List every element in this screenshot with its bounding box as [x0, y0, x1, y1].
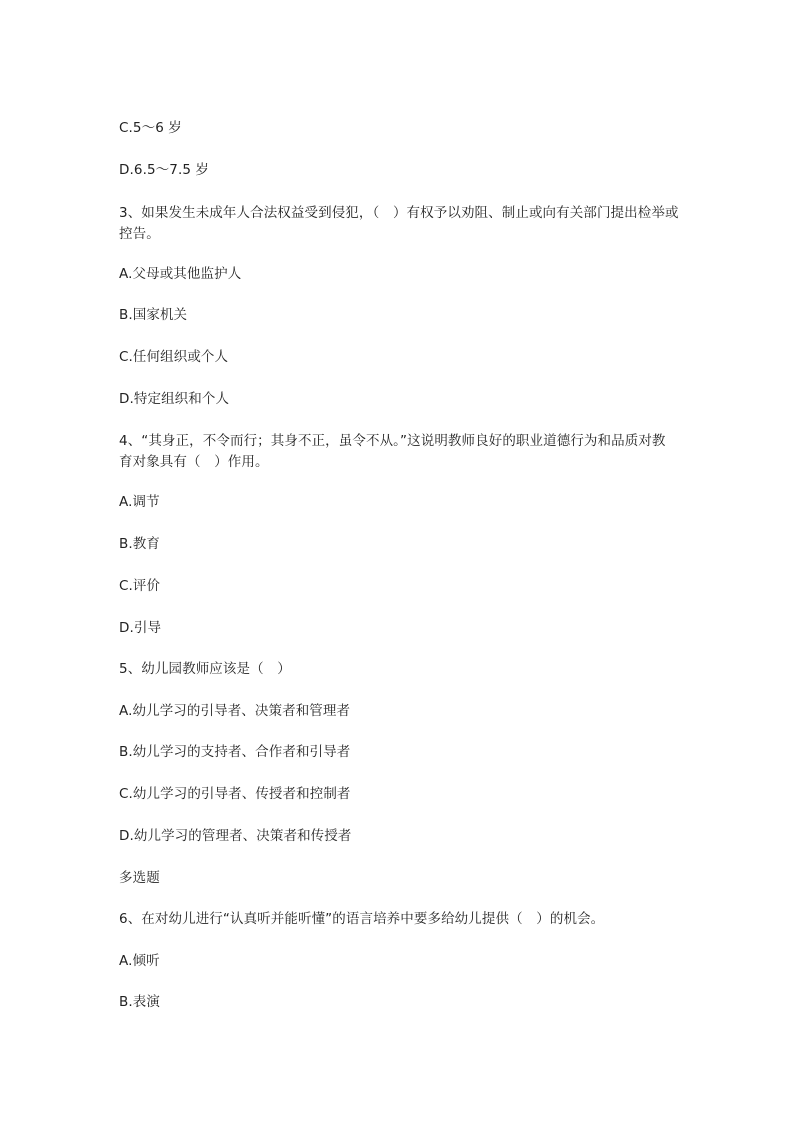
question-5-option-d: D.幼儿学习的管理者、决策者和传授者 [119, 828, 352, 844]
option-c-age: C.5～6 岁 [119, 120, 182, 136]
question-3-option-c: C.任何组织或个人 [119, 349, 229, 365]
question-5-option-c: C.幼儿学习的引导者、传授者和控制者 [119, 786, 351, 802]
question-3-option-a: A.父母或其他监护人 [119, 266, 242, 282]
question-4-option-a: A.调节 [119, 494, 160, 510]
question-3-option-b: B.国家机关 [119, 307, 188, 323]
question-4-option-c: C.评价 [119, 578, 161, 594]
question-3: 3、如果发生未成年人合法权益受到侵犯，（ ）有权予以劝阻、制止或向有关部门提出检举或控告。 [119, 205, 679, 242]
question-3-option-d: D.特定组织和个人 [119, 391, 230, 407]
question-4: 4、“其身正，不令而行；其身不正，虽令不从。”这说明教师良好的职业道德行为和品质对教育对象具有（ ）作用。 [119, 433, 666, 470]
question-6-option-b: B.表演 [119, 994, 160, 1010]
question-6-option-a: A.倾听 [119, 953, 160, 969]
question-4-option-b: B.教育 [119, 536, 160, 552]
question-5-option-a: A.幼儿学习的引导者、决策者和管理者 [119, 703, 351, 719]
question-5-option-b: B.幼儿学习的支持者、合作者和引导者 [119, 744, 351, 760]
section-heading-multiple-choice: 多选题 [119, 870, 160, 886]
option-d-age: D.6.5～7.5 岁 [119, 162, 210, 178]
question-4-option-d: D.引导 [119, 620, 162, 636]
question-6: 6、在对幼儿进行“认真听并能听懂”的语言培养中要多给幼儿提供（ ）的机会。 [119, 911, 605, 927]
question-5: 5、幼儿园教师应该是（ ） [119, 661, 291, 677]
